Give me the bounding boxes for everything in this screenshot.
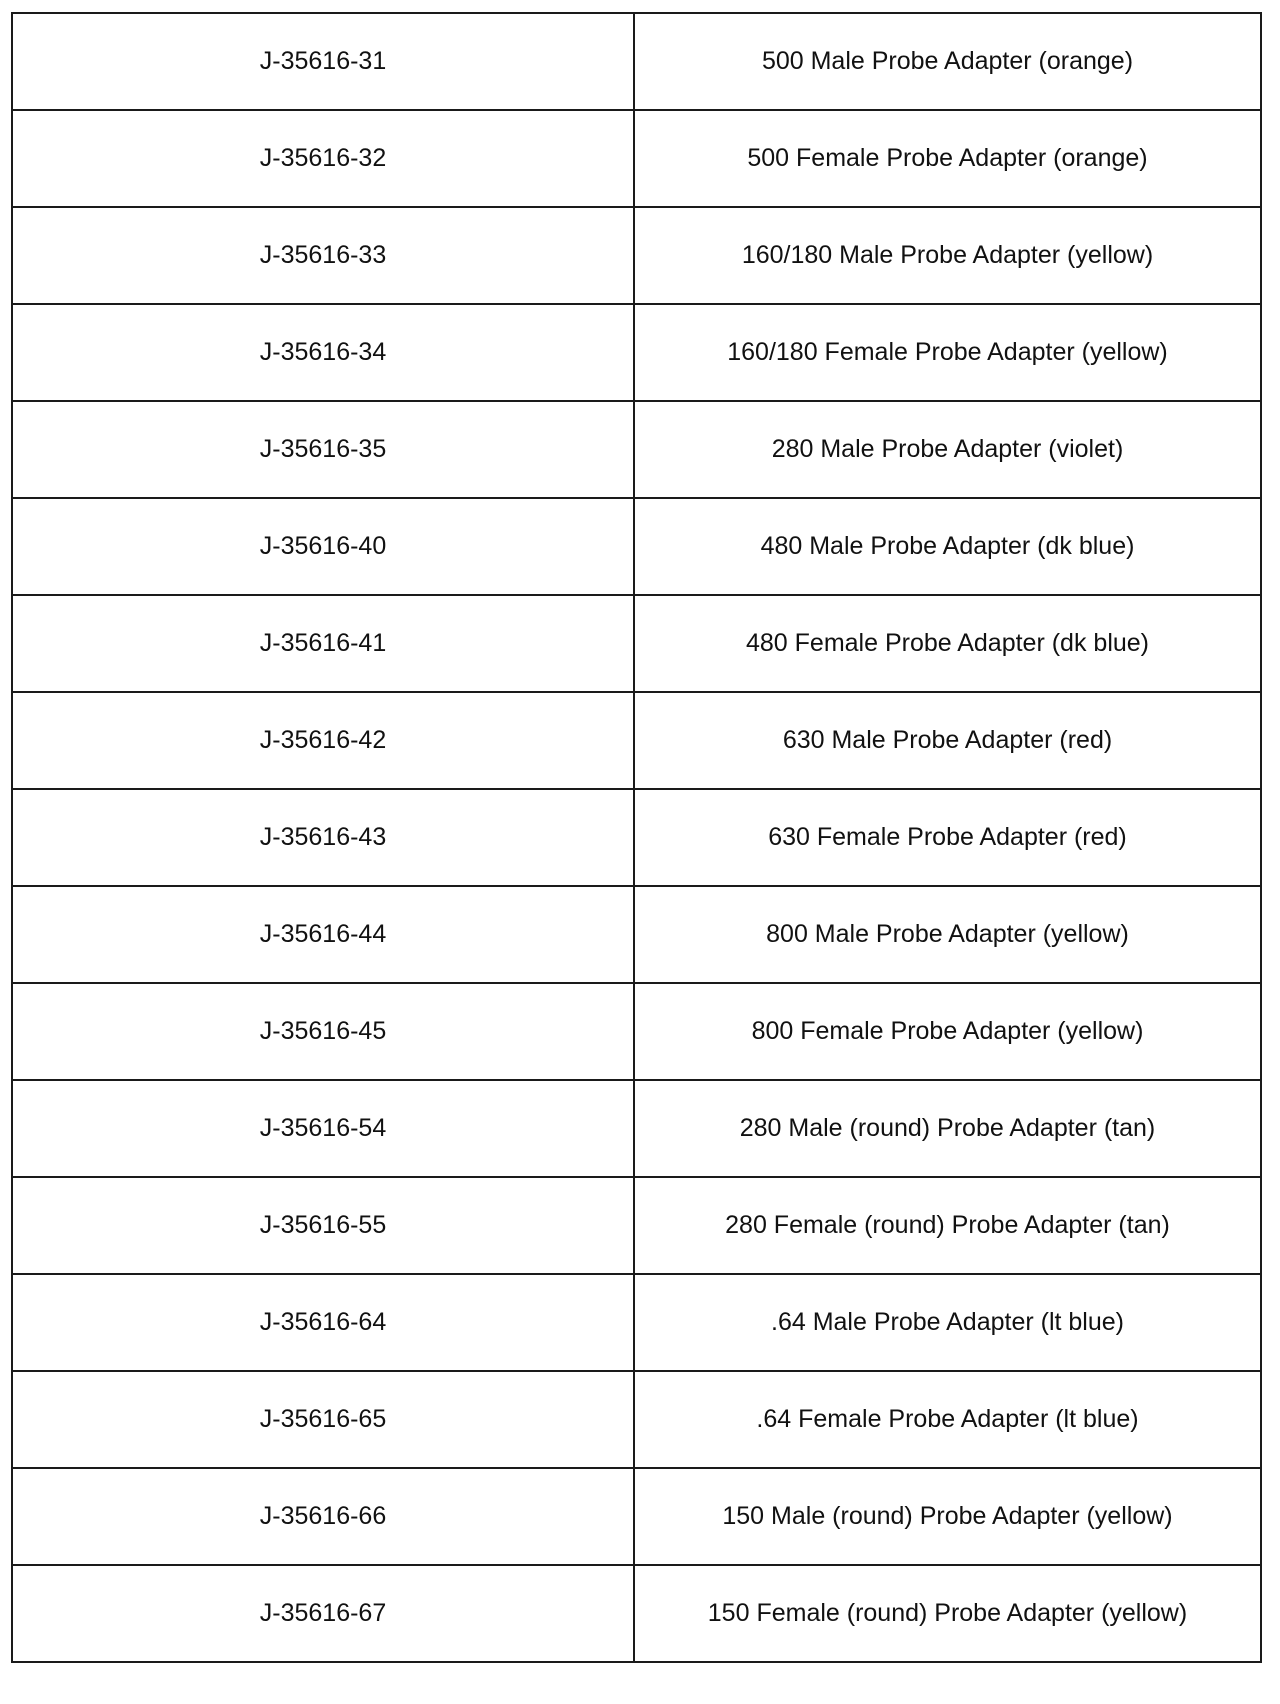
table-row [12, 1468, 1261, 1565]
description-cell: 280 Female (round) Probe Adapter (tan) [634, 1177, 1261, 1274]
table-row [12, 595, 1261, 692]
description-cell: 480 Female Probe Adapter (dk blue) [634, 595, 1261, 692]
description-cell: 630 Female Probe Adapter (red) [634, 789, 1261, 886]
description-cell: 160/180 Female Probe Adapter (yellow) [634, 304, 1261, 401]
description-cell: 150 Female (round) Probe Adapter (yellow) [634, 1565, 1261, 1662]
table-row [12, 983, 1261, 1080]
part-number-cell: J-35616-42 [12, 692, 634, 789]
table-row [12, 304, 1261, 401]
table-row [12, 207, 1261, 304]
description-cell: 500 Female Probe Adapter (orange) [634, 110, 1261, 207]
description-cell: 800 Male Probe Adapter (yellow) [634, 886, 1261, 983]
table-row [12, 1371, 1261, 1468]
table-row [12, 1565, 1261, 1662]
table-row [12, 1080, 1261, 1177]
part-number-cell: J-35616-43 [12, 789, 634, 886]
part-number-cell: J-35616-41 [12, 595, 634, 692]
part-number-cell: J-35616-31 [12, 13, 634, 110]
part-number-cell: J-35616-44 [12, 886, 634, 983]
table-row [12, 1274, 1261, 1371]
description-cell: 280 Male Probe Adapter (violet) [634, 401, 1261, 498]
description-cell: 500 Male Probe Adapter (orange) [634, 13, 1261, 110]
part-number-cell: J-35616-66 [12, 1468, 634, 1565]
part-number-cell: J-35616-67 [12, 1565, 634, 1662]
part-number-cell: J-35616-45 [12, 983, 634, 1080]
description-cell: 280 Male (round) Probe Adapter (tan) [634, 1080, 1261, 1177]
table-row [12, 110, 1261, 207]
table-row [12, 1177, 1261, 1274]
description-cell: 160/180 Male Probe Adapter (yellow) [634, 207, 1261, 304]
table-row [12, 692, 1261, 789]
part-number-cell: J-35616-65 [12, 1371, 634, 1468]
description-cell: .64 Male Probe Adapter (lt blue) [634, 1274, 1261, 1371]
table-row [12, 498, 1261, 595]
part-number-cell: J-35616-40 [12, 498, 634, 595]
description-cell: 630 Male Probe Adapter (red) [634, 692, 1261, 789]
table-row [12, 789, 1261, 886]
description-cell: 480 Male Probe Adapter (dk blue) [634, 498, 1261, 595]
part-number-cell: J-35616-34 [12, 304, 634, 401]
probe-adapter-table [11, 12, 1262, 1663]
part-number-cell: J-35616-54 [12, 1080, 634, 1177]
part-number-cell: J-35616-55 [12, 1177, 634, 1274]
part-number-cell: J-35616-32 [12, 110, 634, 207]
table-body [12, 13, 1261, 1662]
table-row [12, 401, 1261, 498]
description-cell: 150 Male (round) Probe Adapter (yellow) [634, 1468, 1261, 1565]
part-number-cell: J-35616-33 [12, 207, 634, 304]
part-number-cell: J-35616-35 [12, 401, 634, 498]
description-cell: .64 Female Probe Adapter (lt blue) [634, 1371, 1261, 1468]
description-cell: 800 Female Probe Adapter (yellow) [634, 983, 1261, 1080]
table-row [12, 13, 1261, 110]
table-row [12, 886, 1261, 983]
part-number-cell: J-35616-64 [12, 1274, 634, 1371]
